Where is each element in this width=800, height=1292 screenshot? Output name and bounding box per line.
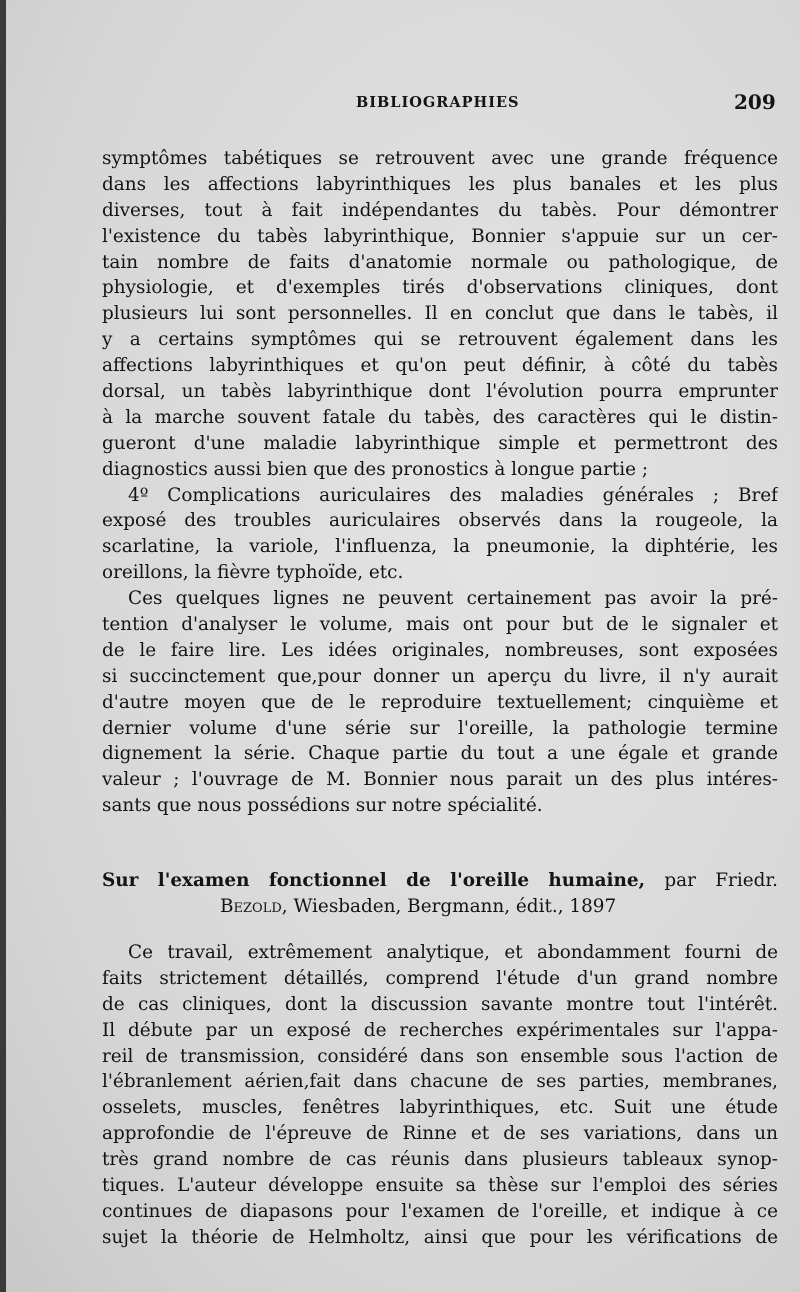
text-line: reil de transmission, considéré dans son ensemble sous l'action de [102, 1045, 778, 1067]
text-line: sants que nous possédions sur notre spécialité. [102, 795, 543, 817]
text-line: valeur ; l'ouvrage de M. Bonnier nous parait un des plus intéres- [102, 769, 778, 791]
body-text-continued [102, 146, 778, 819]
text-line: 4º Complications auriculaires des maladies générales ; Bref [128, 484, 778, 506]
article-title-line [102, 868, 778, 894]
running-head: BIBLIOGRAPHIES [356, 94, 520, 111]
text-line: Ces quelques lignes ne peuvent certainement pas avoir la pré- [128, 588, 778, 610]
text-line: tention d'analyser le volume, mais ont pour but de le signaler et [102, 614, 778, 636]
book-page [6, 0, 800, 1292]
text-line: y a certains symptômes qui se retrouvent également dans les [102, 329, 778, 351]
title-text: Sur l'examen fonctionnel de l'oreille humaine, [102, 870, 645, 891]
text-line: dans les affections labyrinthiques les plus banales et les plus [102, 173, 778, 195]
text-line: continues de diapasons pour l'examen de l'oreille, et indique à ce [102, 1200, 778, 1222]
text-line: physiologie, et d'exemples tirés d'observations cliniques, dont [102, 277, 778, 299]
text-line: scarlatine, la variole, l'influenza, la pneumonie, la diphtérie, les [102, 536, 778, 558]
text-line: plusieurs lui sont personnelles. Il en conclut que dans le tabès, il [102, 303, 778, 325]
text-line: Ce travail, extrêmement analytique, et abondamment fourni de [128, 942, 778, 963]
text-line: à la marche souvent fatale du tabès, des caractères qui le distin- [102, 406, 778, 428]
text-line: faits strictement détaillés, comprend l'étude d'un grand nombre [102, 967, 778, 989]
text-line: dorsal, un tabès labyrinthique dont l'évolution pourra emprunter [102, 381, 778, 403]
author-first-name: Friedr. [715, 870, 778, 891]
author-last-name: Bezold, [220, 895, 288, 917]
text-line: tiques. L'auteur développe ensuite sa thèse sur l'emploi des séries [102, 1175, 778, 1197]
text-line: approfondie de l'épreuve de Rinne et de ses variations, dans un [102, 1123, 778, 1145]
text-line: symptômes tabétiques se retrouvent avec une grande fréquence [102, 148, 778, 169]
text-line: d'autre moyen que de le reproduire textuellement; cinquième et [102, 691, 778, 713]
text-line: dernier volume d'une série sur l'oreille, la pathologie termine [102, 717, 778, 739]
text-line: l'ébranlement aérien,fait dans chacune de ses parties, membranes, [102, 1071, 778, 1093]
page-header [6, 90, 800, 116]
page-number: 209 [734, 90, 776, 114]
text-line: exposé des troubles auriculaires observés dans la rougeole, la [102, 510, 778, 532]
text-line: gueront d'une maladie labyrinthique simple et permettront des [102, 432, 778, 454]
text-line: tain nombre de faits d'anatomie normale ou pathologique, de [102, 251, 778, 273]
text-line: l'existence du tabès labyrinthique, Bonnier s'appuie sur un cer- [102, 225, 778, 247]
text-line: très grand nombre de cas réunis dans plusieurs tableaux synop- [102, 1149, 778, 1171]
text-line: diverses, tout à fait indépendantes du tabès. Pour démontrer [102, 199, 778, 221]
text-line: osselets, muscles, fenêtres labyrinthiques, etc. Suit une étude [102, 1097, 778, 1119]
body-text-review [102, 940, 778, 1251]
imprint-text: Wiesbaden, Bergmann, édit., 1897 [293, 895, 617, 917]
text-line: Il débute par un exposé de recherches expérimentales sur l'appa- [102, 1019, 778, 1041]
article-title [102, 868, 778, 920]
text-line: de le faire lire. Les idées originales, nombreuses, sont exposées [102, 639, 778, 661]
text-line: dignement la série. Chaque partie du tout a une égale et grande [102, 743, 778, 765]
text-line: affections labyrinthiques et qu'on peut définir, à côté du tabès [102, 355, 778, 377]
text-line: oreillons, la fièvre typhoïde, etc. [102, 562, 404, 584]
text-line: si succinctement que,pour donner un aperçu du livre, il n'y aurait [102, 665, 778, 687]
text-line: de cas cliniques, dont la discussion savante montre tout l'intérêt. [102, 993, 778, 1015]
text-line: diagnostics aussi bien que des pronostics à longue partie ; [102, 458, 649, 480]
par-word: par [664, 870, 696, 891]
article-imprint-line [102, 894, 778, 920]
text-line: sujet la théorie de Helmholtz, ainsi que pour les vérifications de [102, 1226, 778, 1248]
